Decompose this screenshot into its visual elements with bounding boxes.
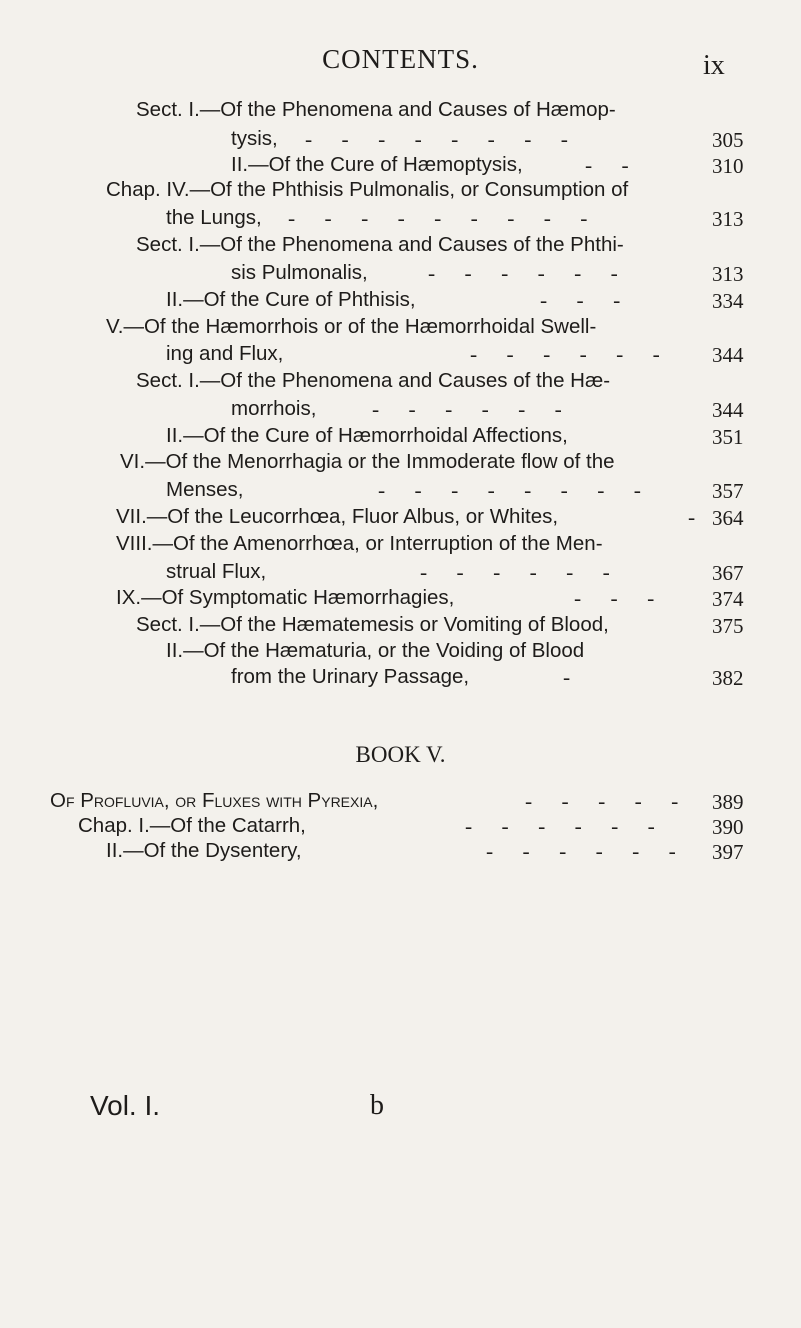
- toc-entry-line: Sect. I.—Of the Phenomena and Causes of Hæmop-: [136, 98, 616, 121]
- toc-entry-line: from the Urinary Passage,: [231, 665, 470, 688]
- toc-entry-line: tysis,: [231, 127, 278, 150]
- toc-page-number: 367: [712, 561, 744, 585]
- toc-entry-line: Chap. I.—Of the Catarrh,: [78, 814, 306, 837]
- toc-page-number: 351: [712, 425, 744, 449]
- toc-page-number: 313: [712, 207, 744, 231]
- toc-entry-line: Of Profluvia, or Fluxes with Pyrexia,: [50, 789, 379, 812]
- toc-page-number: 344: [712, 343, 744, 367]
- toc-entry-line: morrhois,: [231, 397, 317, 420]
- toc-entry-line: VI.—Of the Menorrhagia or the Immoderate flow of the: [120, 450, 615, 473]
- toc-page-number: 364: [712, 506, 744, 530]
- page-number: ix: [703, 50, 725, 81]
- toc-entry-line: II.—Of the Hæmaturia, or the Voiding of Blood: [166, 639, 585, 662]
- toc-entry-line: sis Pulmonalis,: [231, 261, 368, 284]
- toc-page-number: 374: [712, 587, 744, 611]
- toc-entry-line: V.—Of the Hæmorrhois or of the Hæmorrhoidal Swell-: [106, 315, 597, 338]
- leader-dots: - - - - - -: [486, 839, 688, 863]
- leader-dots: - - - - - -: [372, 397, 574, 421]
- leader-dots: - - - - -: [525, 789, 691, 813]
- leader-dots: - - -: [540, 288, 633, 312]
- toc-entry-line: ing and Flux,: [166, 342, 284, 365]
- toc-entry-line: II.—Of the Cure of Phthisis,: [166, 288, 416, 311]
- leader-dots: - - -: [574, 586, 667, 610]
- book-heading: BOOK V.: [355, 742, 446, 767]
- signature-mark: b: [370, 1090, 384, 1121]
- leader-dots: - - - - - - - - -: [288, 206, 600, 230]
- toc-entry-line: VII.—Of the Leucorrhœa, Fluor Albus, or Whites,: [116, 505, 559, 528]
- toc-page-number: 310: [712, 154, 744, 178]
- running-header-title: CONTENTS.: [322, 44, 479, 74]
- leader-dots: - - - - - -: [428, 261, 630, 285]
- leader-dots: - - - - - -: [420, 560, 622, 584]
- toc-entry-line: Menses,: [166, 478, 244, 501]
- toc-entry-line: Sect. I.—Of the Phenomena and Causes of the Phthi-: [136, 233, 624, 256]
- toc-entry-line: IX.—Of Symptomatic Hæmorrhagies,: [116, 586, 455, 609]
- toc-entry-line: II.—Of the Cure of Hæmoptysis,: [231, 153, 523, 176]
- toc-page-number: 357: [712, 479, 744, 503]
- toc-page-number: 389: [712, 790, 744, 814]
- toc-entry-line: the Lungs,: [166, 206, 262, 229]
- leader-dots: -: [688, 505, 708, 529]
- toc-page-number: 334: [712, 289, 744, 313]
- toc-entry-line: Chap. IV.—Of the Phthisis Pulmonalis, or Consumption of: [106, 178, 629, 201]
- toc-entry-line: strual Flux,: [166, 560, 267, 583]
- toc-entry-line: II.—Of the Dysentery,: [106, 839, 302, 862]
- toc-page-number: 305: [712, 128, 744, 152]
- leader-dots: - - - - - - - -: [378, 478, 653, 502]
- leader-dots: - -: [585, 153, 641, 177]
- toc-page-number: 375: [712, 614, 744, 638]
- toc-page-number: 397: [712, 840, 744, 864]
- toc-entry-line: Sect. I.—Of the Hæmatemesis or Vomiting of Blood,: [136, 613, 609, 636]
- toc-page-number: 390: [712, 815, 744, 839]
- leader-dots: - - - - - -: [465, 814, 667, 838]
- volume-mark: Vol. I.: [90, 1090, 161, 1121]
- leader-dots: -: [563, 665, 583, 689]
- leader-dots: - - - - - -: [470, 342, 672, 366]
- leader-dots: - - - - - - - -: [305, 127, 580, 151]
- toc-entry-line: II.—Of the Cure of Hæmorrhoidal Affections,: [166, 424, 568, 447]
- toc-page-number: 344: [712, 398, 744, 422]
- toc-page-number: 313: [712, 262, 744, 286]
- toc-entry-line: VIII.—Of the Amenorrhœa, or Interruption of the Men-: [116, 532, 603, 555]
- toc-entry-line: Sect. I.—Of the Phenomena and Causes of the Hæ-: [136, 369, 611, 392]
- toc-page-number: 382: [712, 666, 744, 690]
